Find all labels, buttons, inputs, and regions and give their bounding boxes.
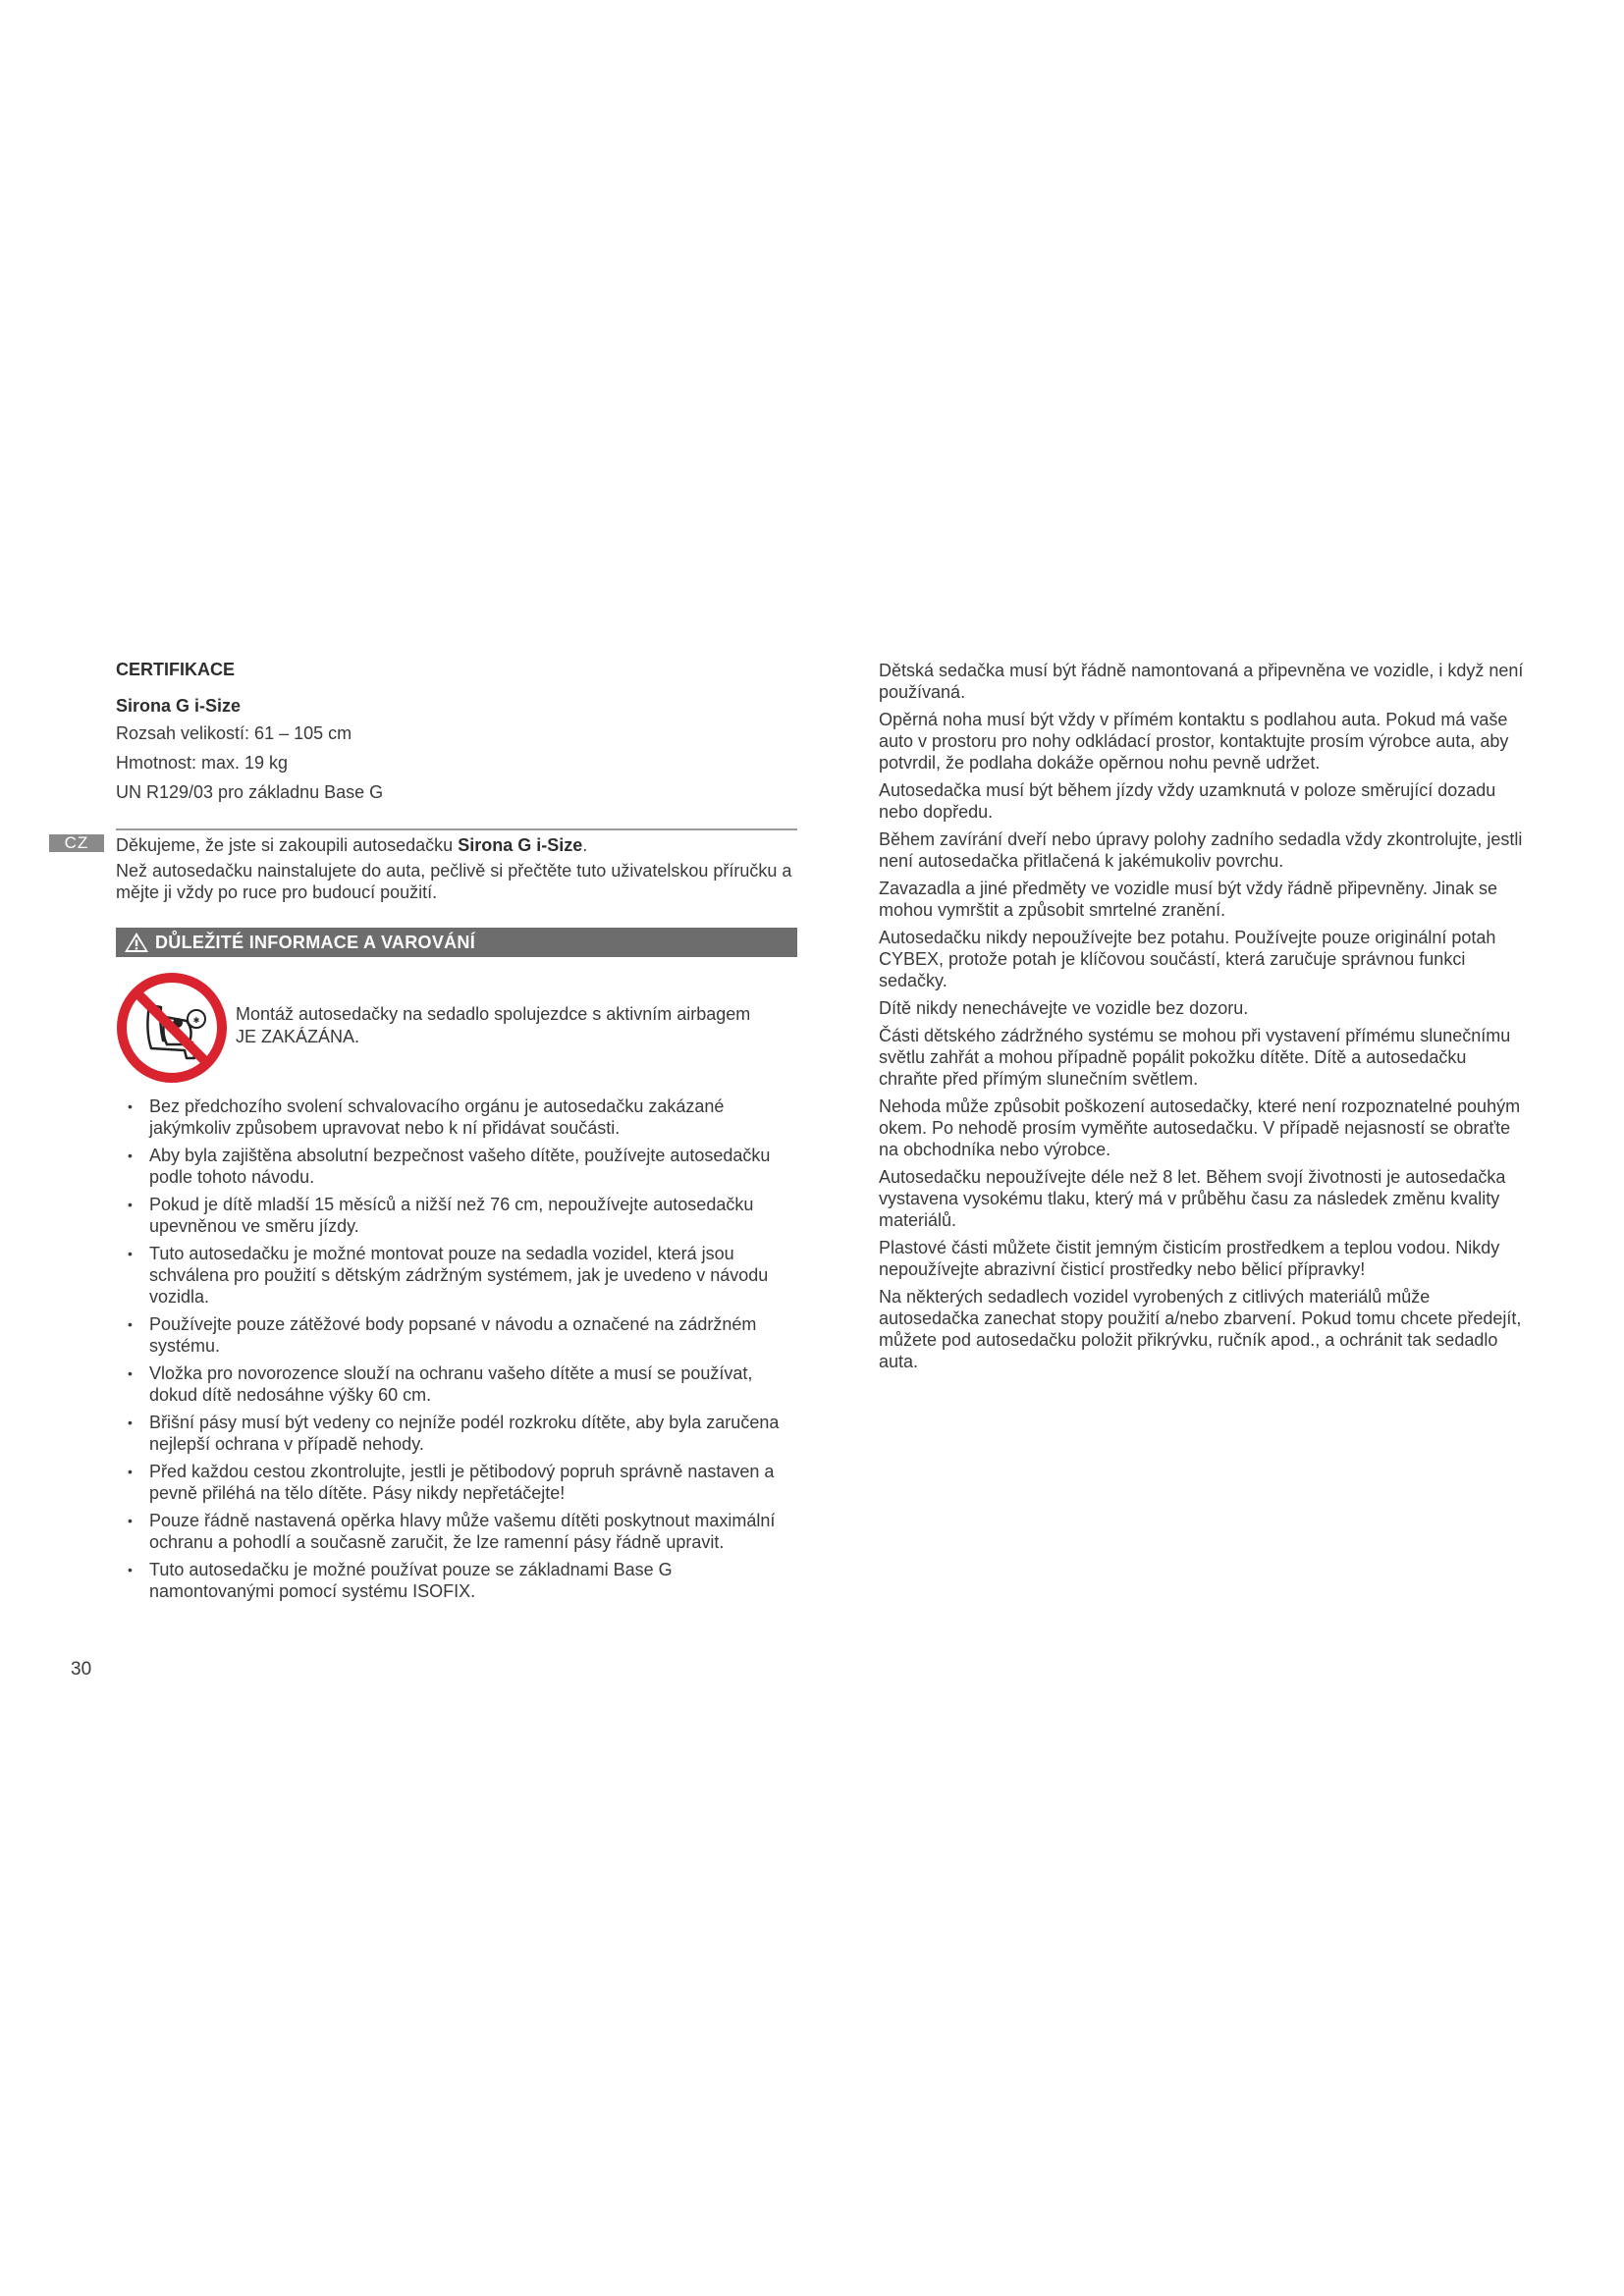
list-item: • Před každou cestou zkontrolujte, jestli je pětibodový popruh správně nastaven a pevně přiléhá na tělo dítěte. Pásy nikdy nepřetáčejte! <box>128 1461 795 1504</box>
certification-title: CERTIFIKACE <box>116 660 235 679</box>
intro-text <box>116 834 797 907</box>
airbag-warning <box>116 972 797 1088</box>
intro-instructions: Než autosedačku nainstalujete do auta, pečlivě si přečtěte tuto uživatelskou příručku a mějte ji vždy po ruce pro budoucí použití. <box>116 861 792 902</box>
svg-text:✱: ✱ <box>192 1016 200 1025</box>
list-item: Autosedačku nikdy nepoužívejte bez potahu. Používejte pouze originální potah CYBEX, protože potah je klíčovou součástí, která zaručuje správnou funkci sedačky. <box>879 928 1496 990</box>
list-item: Části dětského zádržného systému se mohou při vystavení přímému slunečnímu světlu zahřát a mohou případně popálit pokožku dítěte. Dítě a autosedačku chraňte před přímým slunečním světlem. <box>879 1026 1511 1089</box>
list-item: Plastové části můžete čistit jemným čisticím prostředkem a teplou vodou. Nikdy nepoužívejte abrazivní čisticí prostředky nebo bělicí přípravky! <box>879 1238 1500 1279</box>
certification-block <box>116 660 797 811</box>
list-item: • Břišní pásy musí být vedeny co nejníže podél rozkroku dítěte, aby byla zaručena nejlepší ochrana v případě nehody. <box>128 1412 795 1455</box>
list-item: Autosedačka musí být během jízdy vždy uzamknutá v poloze směrující dozadu nebo dopředu. <box>879 780 1496 822</box>
warning-header-text: DŮLEŽITÉ INFORMACE A VAROVÁNÍ <box>155 933 476 952</box>
language-tab: CZ <box>49 834 104 852</box>
list-item: • Aby byla zajištěna absolutní bezpečnost vašeho dítěte, používejte autosedačku podle tohoto návodu. <box>128 1145 795 1188</box>
weight-limit: Hmotnost: max. 19 kg <box>116 753 289 773</box>
section-divider <box>116 828 797 830</box>
warning-header-bar <box>116 928 797 957</box>
list-item: Na některých sedadlech vozidel vyrobených z citlivých materiálů může autosedačka zanechat stopy použití a/nebo zbarvení. Pokud tomu chcete předejít, můžete pod autosedačku položit přikrývku, ručník apod., a ochránit tak sedadlo auta. <box>879 1287 1522 1371</box>
list-item: • Vložka pro novorozence slouží na ochranu vašeho dítěte a musí se používat, dokud dítě nedosáhne výšky 60 cm. <box>128 1362 795 1406</box>
product-name: Sirona G i-Size <box>116 696 242 716</box>
right-warning-list <box>877 660 1525 1372</box>
list-item: Opěrná noha musí být vždy v přímém kontaktu s podlahou auta. Pokud má vaše auto v prostoru pro nohy odkládací prostor, kontaktujte prosím výrobce auta, aby potvrdil, že podlaha dokáže opěrnou nohu pevně udržet. <box>879 710 1509 773</box>
list-item: • Tuto autosedačku je možné používat pouze se základnami Base G namontovanými pomocí systému ISOFIX. <box>128 1559 795 1602</box>
size-range: Rozsah velikostí: 61 – 105 cm <box>116 723 352 743</box>
page-number: 30 <box>71 1659 92 1680</box>
intro-product-name: Sirona G i-Size <box>458 835 583 855</box>
list-item: • Tuto autosedačku je možné montovat pouze na sedadla vozidel, která jsou schválena pro použití s dětským zádržným systémem, jak je uvedeno v návodu vozidla. <box>128 1243 795 1308</box>
list-item: Nehoda může způsobit poškození autosedačky, které není rozpoznatelné pouhým okem. Po nehodě prosím vyměňte autosedačku. V případě nejasností se obraťte na obchodníka nebo výrobce. <box>879 1096 1521 1159</box>
list-item: Dětská sedačka musí být řádně namontovaná a připevněna ve vozidle, i když není používaná. <box>879 661 1524 702</box>
list-item: • Pouze řádně nastavená opěrka hlavy může vašemu dítěti poskytnout maximální ochranu a pohodlí a současně zaručit, že lze ramenní pásy řádně upravit. <box>128 1510 795 1553</box>
list-item: • Pokud je dítě mladší 15 měsíců a nižší než 76 cm, nepoužívejte autosedačku upevněnou ve směru jízdy. <box>128 1194 795 1237</box>
list-item: Během zavírání dveří nebo úpravy polohy zadního sedadla vždy zkontrolujte, jestli není autosedačka přitlačená k jakémukoliv povrchu. <box>879 829 1523 871</box>
airbag-prohibited-icon <box>116 972 228 1084</box>
list-item: Zavazadla a jiné předměty ve vozidle musí být vždy řádně připevněny. Jinak se mohou vymrštit a způsobit smrtelné zranění. <box>879 879 1497 920</box>
intro-thanks: Děkujeme, že jste si zakoupili autosedačku Sirona G i-Size. <box>116 835 588 855</box>
right-warning-column <box>877 660 1525 1378</box>
warning-triangle-icon <box>124 932 149 953</box>
left-warning-list <box>128 1095 795 1608</box>
airbag-warning-text: Montáž autosedačky na sedadlo spolujezdce s aktivním airbagem JE ZAKÁZÁNA. <box>236 1004 751 1046</box>
list-item: Autosedačku nepoužívejte déle než 8 let. Během svojí životnosti je autosedačka vystavena vysokému tlaku, který má v průběhu času za následek změnu kvality materiálů. <box>879 1167 1506 1230</box>
approval-standard: UN R129/03 pro základnu Base G <box>116 782 384 802</box>
list-item: • Používejte pouze zátěžové body popsané v návodu a označené na zádržném systému. <box>128 1313 795 1357</box>
list-item: Dítě nikdy nenechávejte ve vozidle bez dozoru. <box>879 998 1249 1018</box>
list-item: • Bez předchozího svolení schvalovacího orgánu je autosedačku zakázané jakýmkoliv způsobem upravovat nebo k ní přidávat součásti. <box>128 1095 795 1139</box>
